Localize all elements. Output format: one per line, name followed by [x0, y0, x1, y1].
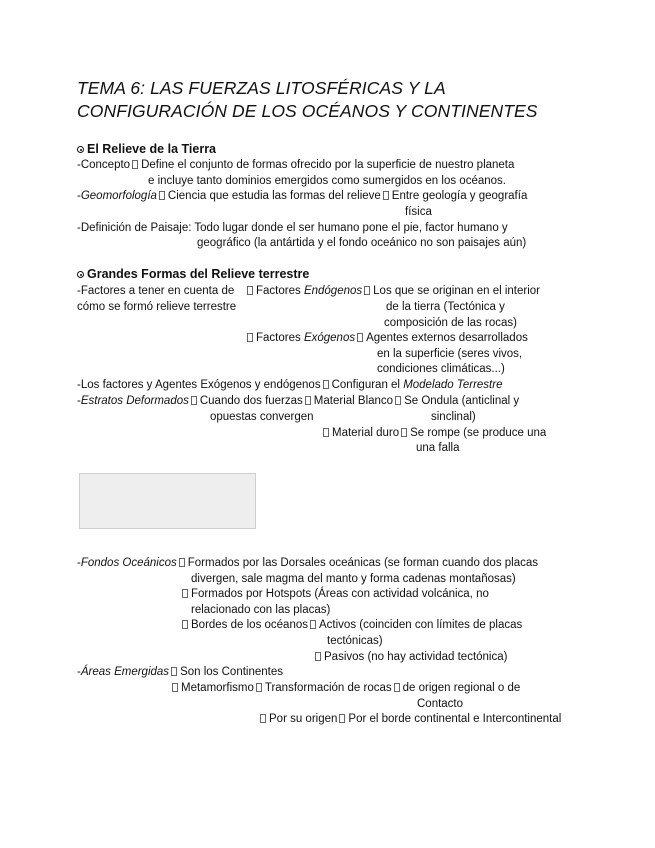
- image-placeholder: [79, 473, 256, 529]
- hotspots-text-2: relacionado con las placas): [191, 604, 331, 616]
- arrow-placeholder-icon: [182, 589, 188, 598]
- estratos-text-1: Cuando dos fuerzas: [199, 395, 303, 407]
- endo-text-1: Los que se originan en el interior: [373, 285, 541, 297]
- arrow-placeholder-icon: [323, 380, 329, 389]
- arrow-placeholder-icon: [171, 667, 177, 676]
- exo-text-2: en la superficie (seres vivos,: [377, 348, 523, 360]
- fondos-prefix: -: [77, 557, 81, 569]
- estratos-text-2: opuestas convergen: [210, 411, 314, 423]
- material-duro-line: [321, 426, 546, 441]
- areas-prefix: -: [77, 666, 81, 678]
- arrow-placeholder-icon: [315, 652, 321, 661]
- arrow-placeholder-icon: [256, 683, 262, 692]
- metamorfismo-label: Metamorfismo: [181, 682, 254, 694]
- page-title-line-2: CONFIGURACIÓN DE LOS OCÉANOS Y CONTINENTES: [77, 101, 538, 121]
- arrow-placeholder-icon: [401, 428, 407, 437]
- arrow-placeholder-icon: [323, 428, 329, 437]
- arrow-placeholder-icon: [132, 160, 138, 169]
- arrow-placeholder-icon: [305, 396, 311, 405]
- concepto-line-1: [77, 158, 514, 173]
- origen-label: Por su origen: [269, 713, 338, 725]
- duro-result-1: Se rompe (se produce una: [410, 427, 547, 439]
- endo-prefix: Factores: [256, 285, 301, 297]
- endo-text-2: de la tierra (Tectónica y: [386, 301, 505, 313]
- concepto-text-1: Define el conjunto de formas ofrecido por la superficie de nuestro planeta: [141, 159, 515, 171]
- geo-text-3: física: [405, 206, 432, 218]
- section-heading-text: Grandes Formas del Relieve terrestre: [87, 267, 310, 281]
- arrow-placeholder-icon: [159, 191, 165, 200]
- arrow-placeholder-icon: [339, 714, 345, 723]
- origen-text: Por el borde continental e Intercontinental: [348, 713, 562, 725]
- exo-prefix: Factores: [256, 332, 301, 344]
- geo-label: Geomorfología: [80, 190, 157, 202]
- activos-text-1: Activos (coinciden con límites de placas: [319, 619, 523, 631]
- modelado-label: Modelado Terrestre: [403, 379, 503, 391]
- paisaje-line-1: -Definición de Paisaje: Todo lugar donde el ser humano pone el pie, factor humano y: [77, 222, 508, 234]
- arrow-placeholder-icon: [310, 620, 316, 629]
- bullet-icon: [77, 271, 84, 278]
- page-title-line-1: TEMA 6: LAS FUERZAS LITOSFÉRICAS Y LA: [77, 78, 446, 98]
- arrow-placeholder-icon: [179, 558, 185, 567]
- section-heading-grandes-formas: [77, 267, 309, 281]
- exo-label: Exógenos: [303, 332, 356, 344]
- arrow-placeholder-icon: [357, 333, 363, 342]
- concepto-label: -Concepto: [77, 159, 131, 171]
- modelado-text: -Los factores y Agentes Exógenos y endógenos: [77, 379, 321, 391]
- geo-text: Ciencia que estudia las formas del relieve: [167, 190, 381, 202]
- factores-line-2: cómo se formó relieve terrestre: [77, 301, 237, 313]
- material-blanco: Material Blanco: [313, 395, 394, 407]
- duro-result-2: una falla: [416, 442, 460, 454]
- endogenos-line: [245, 284, 540, 299]
- estratos-prefix: -: [77, 395, 81, 407]
- exo-text-3: condiciones climáticas...): [377, 363, 505, 375]
- blanco-result-2: sinclinal): [431, 411, 476, 423]
- metamorfismo-text-2: de origen regional o de: [402, 682, 521, 694]
- section-heading-text: El Relieve de la Tierra: [87, 142, 217, 156]
- arrow-placeholder-icon: [395, 396, 401, 405]
- areas-label: Áreas Emergidas: [80, 666, 170, 678]
- arrow-placeholder-icon: [383, 191, 389, 200]
- areas-line: [77, 665, 283, 680]
- fondos-label: Fondos Oceánicos: [80, 557, 177, 569]
- estratos-label: Estratos Deformados: [80, 395, 189, 407]
- arrow-placeholder-icon: [260, 714, 266, 723]
- arrow-placeholder-icon: [364, 286, 370, 295]
- arrow-placeholder-icon: [191, 396, 197, 405]
- metamorfismo-text-3: Contacto: [417, 698, 464, 710]
- dorsales-text-2: divergen, sale magma del manto y forma cadenas montañosas): [191, 573, 516, 585]
- hotspots-line: [180, 587, 489, 602]
- concepto-line-2: e incluye tanto dominios emergidos como sumergidos en los océanos.: [148, 175, 506, 187]
- exogenos-line: [245, 331, 528, 346]
- geo-text-2: Entre geología y geografía: [391, 190, 528, 202]
- blanco-result-1: Se Ondula (anticlinal y: [404, 395, 520, 407]
- fondos-line: [77, 556, 538, 571]
- metamorfismo-line: [170, 681, 520, 696]
- exo-text-1: Agentes externos desarrollados: [366, 332, 528, 344]
- hotspots-text-1: Formados por Hotspots (Áreas con actividad volcánica, no: [191, 588, 489, 600]
- arrow-placeholder-icon: [182, 620, 188, 629]
- modelado-line: [77, 378, 502, 393]
- modelado-text-2: Configuran el: [331, 379, 400, 391]
- areas-text: Son los Continentes: [180, 666, 283, 678]
- section-heading-relieve: [77, 142, 216, 156]
- geomorfologia-line: [77, 189, 527, 204]
- paisaje-line-2: geográfico (la antártida y el fondo oceánico no son paisajes aún): [197, 237, 527, 249]
- geo-prefix: -: [77, 190, 81, 202]
- material-duro: Material duro: [332, 427, 400, 439]
- arrow-placeholder-icon: [247, 286, 253, 295]
- endo-text-3: composición de las rocas): [384, 317, 517, 329]
- endo-label: Endógenos: [303, 285, 363, 297]
- arrow-placeholder-icon: [247, 333, 253, 342]
- activos-text-2: tectónicas): [327, 635, 383, 647]
- arrow-placeholder-icon: [172, 683, 178, 692]
- factores-line-1: -Factores a tener en cuenta de: [77, 285, 235, 297]
- bordes-line: [180, 618, 522, 633]
- estratos-line: [77, 394, 519, 409]
- origen-line: [258, 712, 561, 727]
- pasivos-line: [313, 650, 507, 665]
- bullet-icon: [77, 146, 84, 153]
- pasivos-text: Pasivos (no hay actividad tectónica): [324, 651, 508, 663]
- dorsales-text-1: Formados por las Dorsales oceánicas (se forman cuando dos placas: [187, 557, 539, 569]
- arrow-placeholder-icon: [394, 683, 400, 692]
- metamorfismo-text-1: Transformación de rocas: [264, 682, 392, 694]
- bordes-label: Bordes de los océanos: [191, 619, 308, 631]
